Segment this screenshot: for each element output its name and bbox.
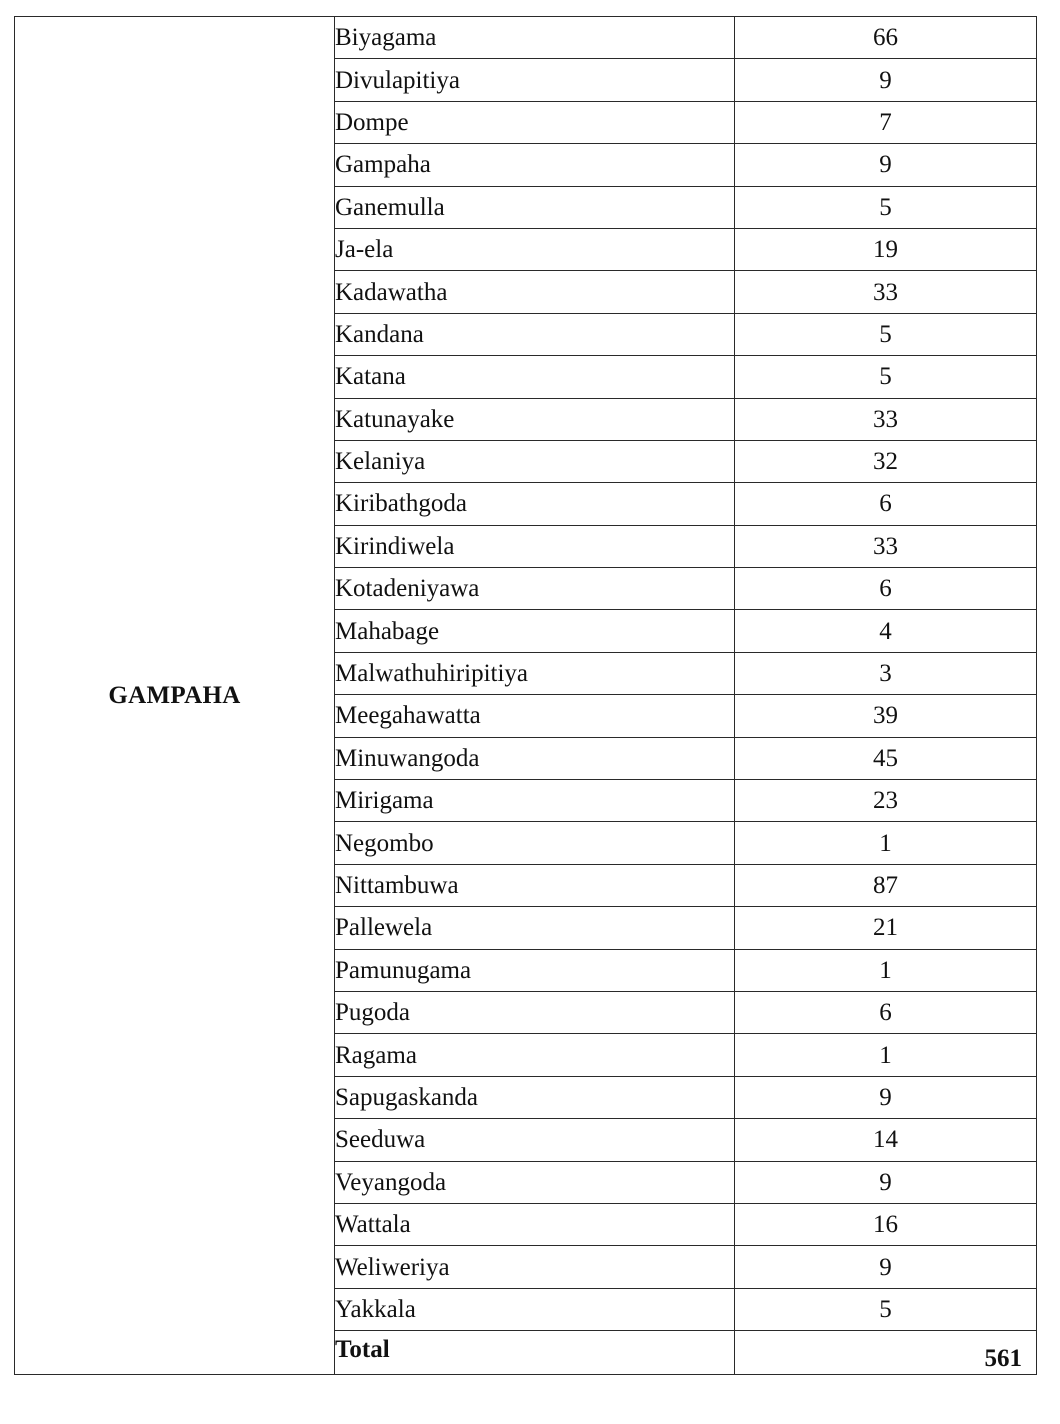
- area-name-cell: Biyagama: [335, 17, 735, 59]
- area-name-cell: Mahabage: [335, 610, 735, 652]
- count-cell: 6: [735, 483, 1037, 525]
- area-name-cell: Divulapitiya: [335, 59, 735, 101]
- area-name-cell: Yakkala: [335, 1288, 735, 1330]
- area-name-cell: Kotadeniyawa: [335, 568, 735, 610]
- area-name-cell: Mirigama: [335, 780, 735, 822]
- area-name-cell: Ganemulla: [335, 186, 735, 228]
- area-name-cell: Kelaniya: [335, 440, 735, 482]
- total-value: 561: [735, 1331, 1037, 1375]
- area-name-cell: Ragama: [335, 1034, 735, 1076]
- count-cell: 5: [735, 356, 1037, 398]
- area-name-cell: Katana: [335, 356, 735, 398]
- count-cell: 9: [735, 59, 1037, 101]
- count-cell: 16: [735, 1203, 1037, 1245]
- area-name-cell: Kiribathgoda: [335, 483, 735, 525]
- count-cell: 45: [735, 737, 1037, 779]
- count-cell: 23: [735, 780, 1037, 822]
- district-name: GAMPAHA: [15, 17, 335, 1375]
- area-name-cell: Seeduwa: [335, 1119, 735, 1161]
- area-name-cell: Malwathuhiripitiya: [335, 652, 735, 694]
- area-name-cell: Minuwangoda: [335, 737, 735, 779]
- area-name-cell: Katunayake: [335, 398, 735, 440]
- area-name-cell: Pamunugama: [335, 949, 735, 991]
- area-name-cell: Weliweriya: [335, 1246, 735, 1288]
- area-name-cell: Nittambuwa: [335, 864, 735, 906]
- area-name-cell: Kandana: [335, 313, 735, 355]
- count-cell: 32: [735, 440, 1037, 482]
- count-cell: 6: [735, 991, 1037, 1033]
- count-cell: 33: [735, 525, 1037, 567]
- count-cell: 1: [735, 949, 1037, 991]
- count-cell: 5: [735, 1288, 1037, 1330]
- count-cell: 9: [735, 1076, 1037, 1118]
- count-cell: 1: [735, 1034, 1037, 1076]
- area-name-cell: Ja-ela: [335, 228, 735, 270]
- area-name-cell: Sapugaskanda: [335, 1076, 735, 1118]
- count-cell: 3: [735, 652, 1037, 694]
- count-cell: 1: [735, 822, 1037, 864]
- count-cell: 66: [735, 17, 1037, 59]
- area-name-cell: Meegahawatta: [335, 695, 735, 737]
- area-name-cell: Pallewela: [335, 907, 735, 949]
- count-cell: 4: [735, 610, 1037, 652]
- area-name-cell: Negombo: [335, 822, 735, 864]
- cases-table: [14, 16, 1037, 1375]
- count-cell: 33: [735, 398, 1037, 440]
- total-label: Total: [335, 1331, 735, 1375]
- count-cell: 19: [735, 228, 1037, 270]
- count-cell: 9: [735, 144, 1037, 186]
- count-cell: 7: [735, 101, 1037, 143]
- area-name-cell: Gampaha: [335, 144, 735, 186]
- table-body: [15, 17, 1037, 1375]
- area-name-cell: Wattala: [335, 1203, 735, 1245]
- count-cell: 9: [735, 1161, 1037, 1203]
- count-cell: 21: [735, 907, 1037, 949]
- count-cell: 9: [735, 1246, 1037, 1288]
- count-cell: 87: [735, 864, 1037, 906]
- count-cell: 5: [735, 313, 1037, 355]
- count-cell: 39: [735, 695, 1037, 737]
- area-name-cell: Kirindiwela: [335, 525, 735, 567]
- count-cell: 6: [735, 568, 1037, 610]
- area-name-cell: Dompe: [335, 101, 735, 143]
- count-cell: 33: [735, 271, 1037, 313]
- area-name-cell: Kadawatha: [335, 271, 735, 313]
- table-row: [15, 17, 1037, 59]
- area-name-cell: Veyangoda: [335, 1161, 735, 1203]
- area-name-cell: Pugoda: [335, 991, 735, 1033]
- count-cell: 5: [735, 186, 1037, 228]
- count-cell: 14: [735, 1119, 1037, 1161]
